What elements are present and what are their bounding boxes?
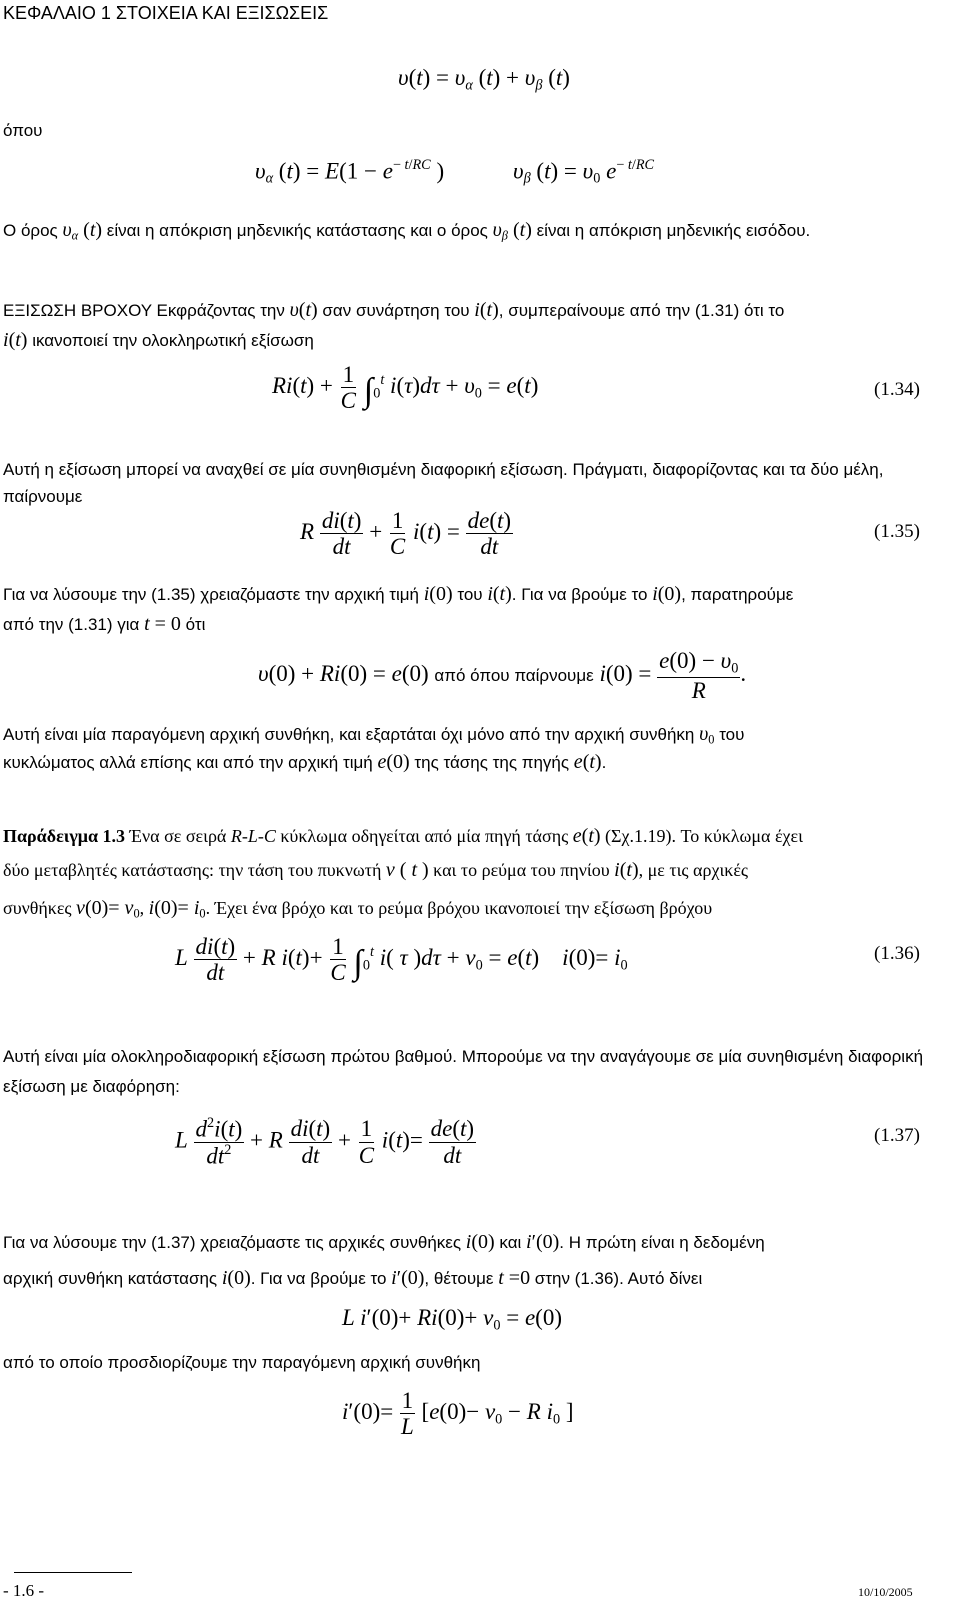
page-number: - 1.6 - xyxy=(3,1581,45,1600)
where-word: όπου xyxy=(3,121,43,140)
paragraph-derived-line2: κυκλώματος αλλά επίσης και από την αρχική τιμή e(0) της τάσης της πηγής e(t). xyxy=(3,751,607,773)
example-line1: Παράδειγμα 1.3 Ένα σε σειρά R-L-C κύκλωμα οδηγείται από μία πηγή τάσης e(t) (Σχ.1.19). Το κύκλωμα έχει xyxy=(3,825,803,847)
footer-date: 10/10/2005 xyxy=(858,1585,913,1599)
paragraph-integro: Αυτή είναι μία ολοκληροδιαφορική εξίσωση πρώτου βαθμού. Μπορούμε να την αναγάγουμε σε μία συνηθισμένη διαφορική εξίσωση με διαφόρηση: xyxy=(3,1047,924,1096)
equation-v-alpha: $\upsilon_\alpha$ $(t) = E(1 - e^{- t/RC}$ ) xyxy=(255,157,445,187)
equation-v-sum: $\upsilon(t) = \upsilon_\alpha$ $(t) + \upsilon_\beta$ (t) xyxy=(398,65,570,94)
equation-number-1-35: (1.35) xyxy=(874,521,920,542)
equation-v-beta: $\upsilon_\beta$ $(t) = \upsilon_0$ $e^{- t/RC}$ xyxy=(513,157,655,187)
paragraph-response-terms: Ο όρος $\upsilon_\alpha$ (t) είναι η απόκριση μηδενικής κατάστασης και ο όρος $\upsilon_\beta$ (t) είναι η απόκριση μηδενικής εισόδου. xyxy=(3,219,811,243)
paragraph-needs-line1: Για να λύσουμε την (1.37) χρειαζόμαστε τις αρχικές συνθήκες i(0) και i′(0). Η πρώτη είναι η δεδομένη xyxy=(3,1231,765,1253)
equation-1-36: L $\frac{di(t)}{dt}$ + R i(t)+ $\frac{1}{C}$ $\int_0^t$ i( τ )$d\tau + v_0 = e(t)$ $i(0)= i_0$ xyxy=(175,934,628,986)
equation-number-1-36: (1.36) xyxy=(874,943,920,964)
equation-derived-derivative: i′(0)= $\frac{1}{L}$ [$e(0)- v_0 - R$ $i_0$ ] xyxy=(342,1388,574,1440)
equation-number-1-34: (1.34) xyxy=(874,379,920,400)
equation-initial-current: υ(0) + Ri(0) = e(0) από όπου παίρνουμε i(0) = $\frac{e(0) - \upsilon_0}{R}$ . xyxy=(258,648,747,703)
paragraph-solve-line2: από την (1.31) για t = 0 ότι xyxy=(3,613,206,635)
footer-rule xyxy=(14,1572,132,1573)
example-line2: δύο μεταβλητές κατάστασης: την τάση του πυκνωτή v ( t ) και το ρεύμα του πηνίου i(t), με τις αρχικές xyxy=(3,859,749,881)
equation-1-37: L $\frac{d^2i(t)}{dt^2}$ + R $\frac{di(t)}{dt}$ + $\frac{1}{C}$ i(t)= $\frac{de(t)}{dt}$ xyxy=(175,1115,475,1168)
paragraph-derived-line1: Αυτή είναι μία παραγόμενη αρχική συνθήκη, και εξαρτάται όχι μόνο από την αρχική συνθήκη $\upsilon_0$ του xyxy=(3,723,745,747)
equation-initial-derivative: L $i'(0)+ Ri(0)+ v_0 = e(0)$ xyxy=(342,1305,562,1334)
equation-1-35: R $\frac{di(t)}{dt}$ + $\frac{1}{C}$ i(t) = $\frac{de(t)}{dt}$ xyxy=(300,508,512,560)
equation-1-34: Ri(t) + $\frac{1}{C}$ $\int_0^t$ $i(\tau)d\tau + \upsilon_0 = e(t)$ xyxy=(272,362,539,414)
paragraph-loop-line1: ΕΞΙΣΩΣΗ ΒΡΟΧΟΥ Εκφράζοντας την υ(t) σαν συνάρτηση του i(t), συμπεραίνουμε από την (1.31) ότι το xyxy=(3,299,785,321)
example-label: Παράδειγμα 1.3 xyxy=(3,826,126,846)
paragraph-needs-line2: αρχική συνθήκη κατάστασης i(0). Για να βρούμε το i′(0), θέτουμε t =0 στην (1.36). Αυτό δίνει xyxy=(3,1267,703,1289)
equation-number-1-37: (1.37) xyxy=(874,1125,920,1146)
paragraph-reduce: Αυτή η εξίσωση μπορεί να αναχθεί σε μία συνηθισμένη διαφορική εξίσωση. Πράγματι, διαφορίζοντας και τα δύο μέλη, παίρνουμε xyxy=(3,460,884,507)
chapter-title: ΚΕΦΑΛΑΙΟ 1 ΣΤΟΙΧΕΙΑ ΚΑΙ ΕΞΙΣΩΣΕΙΣ xyxy=(3,3,329,23)
paragraph-loop-line2: i(t) ικανοποιεί την ολοκληρωτική εξίσωση xyxy=(3,329,314,351)
paragraph-solve-line1: Για να λύσουμε την (1.35) χρειαζόμαστε την αρχική τιμή i(0) του i(t). Για να βρούμε το i(0), παρατηρούμε xyxy=(3,583,794,605)
example-line3: συνθήκες $v(0)= v_0$, $i(0)= i_0$. Έχει ένα βρόχο και το ρεύμα βρόχου ικανοποιεί την εξίσωση βρόχου xyxy=(3,897,713,921)
paragraph-from-which: από το οποίο προσδιορίζουμε την παραγόμενη αρχική συνθήκη xyxy=(3,1353,481,1372)
